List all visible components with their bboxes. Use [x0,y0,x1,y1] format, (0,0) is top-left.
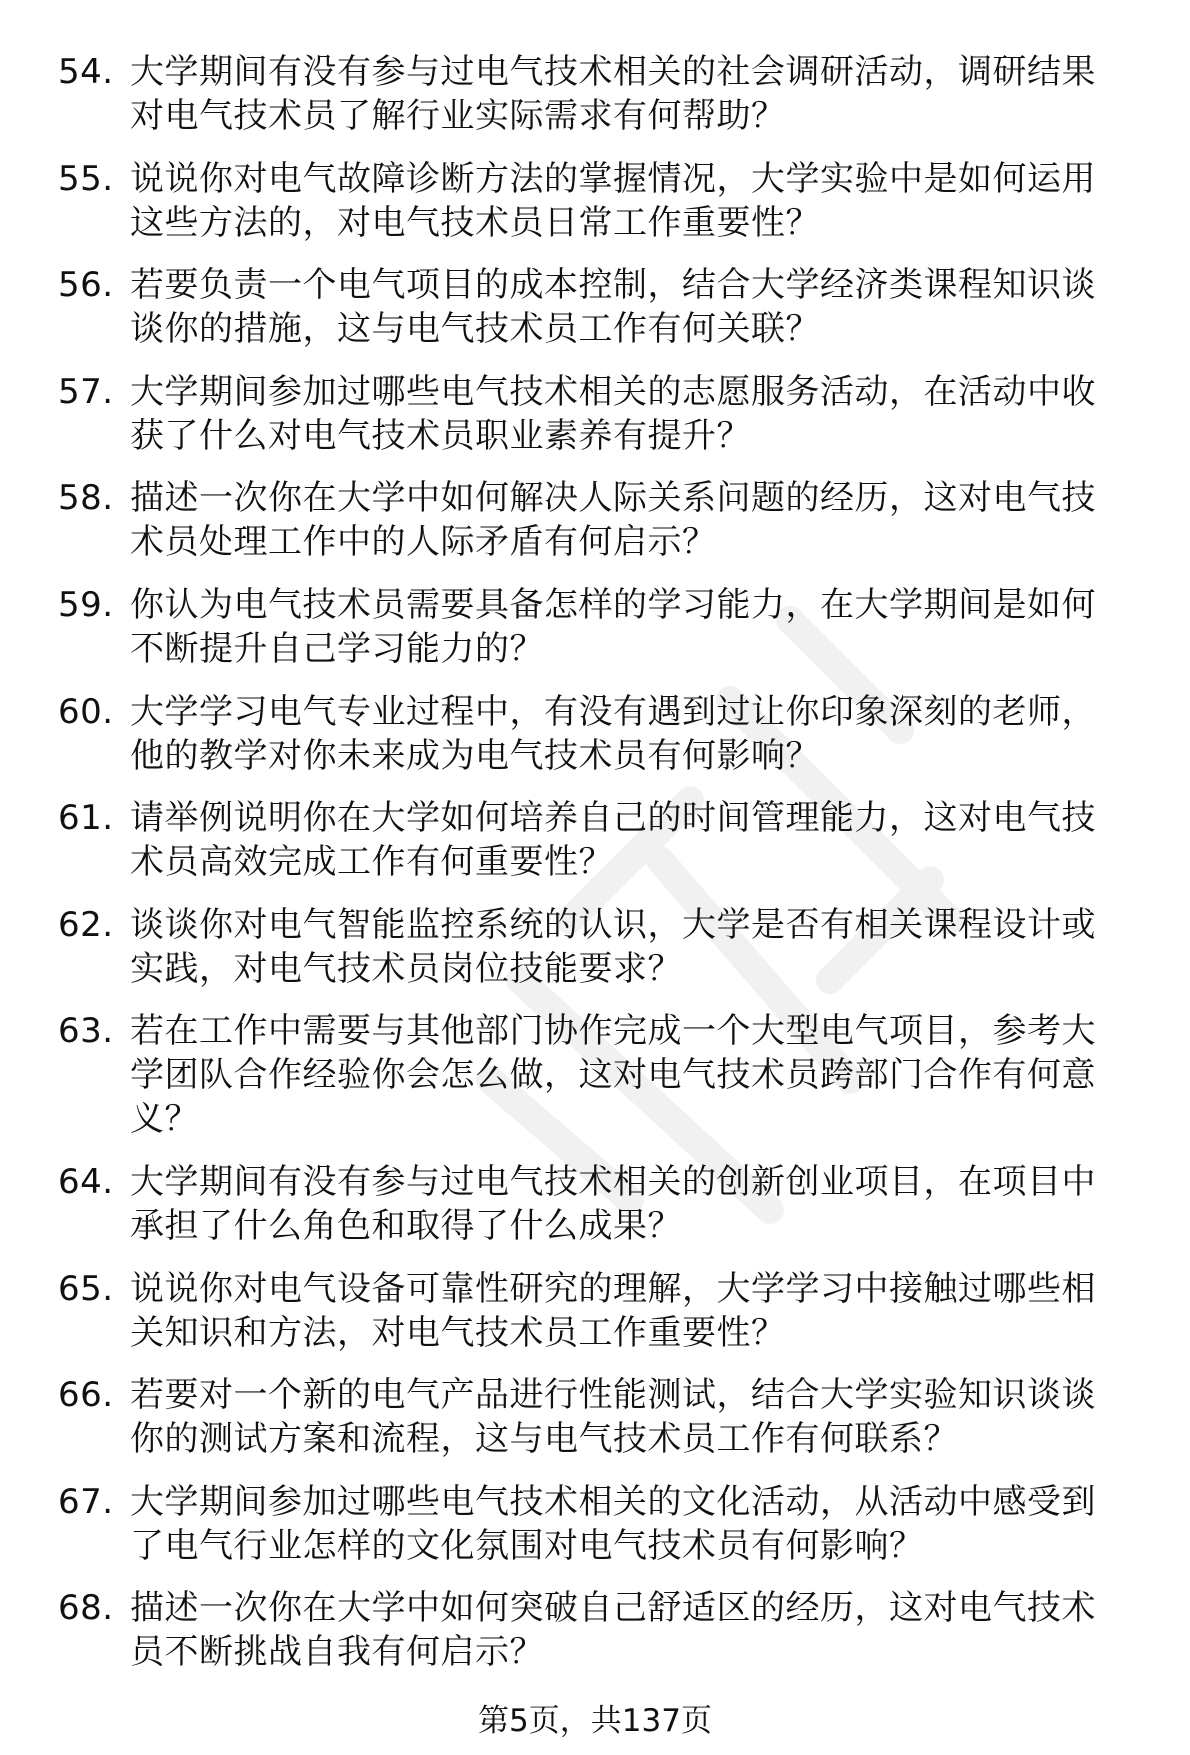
question-text [130,1480,1158,1568]
question-text-line: 你认为电气技术员需要具备怎样的学习能力，在大学期间是如何 [130,584,1096,625]
question-text-line: 获了什么对电气技术员职业素养有提升？ [130,415,751,456]
question-number: 65. [58,1268,114,1309]
question-item [58,50,1158,138]
question-text [130,1160,1158,1248]
question-number: 58. [58,478,114,519]
question-item [58,1586,1158,1674]
question-text-line: 对电气技术员了解行业实际需求有何帮助？ [130,96,786,136]
question-number: 60. [58,691,114,732]
question-text [130,1373,1158,1461]
question-text-line: 你的测试方案和流程，这与电气技术员工作有何联系？ [130,1419,958,1460]
question-text-line: 谈你的措施，这与电气技术员工作有何关联？ [130,309,820,350]
question-text-line: 学团队合作经验你会怎么做，这对电气技术员跨部门合作有何意 [130,1055,1096,1096]
question-text [130,1586,1158,1674]
question-number: 63. [58,1011,114,1052]
question-text-line: 大学期间参加过哪些电气技术相关的文化活动，从活动中感受到 [130,1481,1096,1522]
question-text-line: 义？ [130,1099,199,1140]
question-item [58,1480,1158,1568]
question-item [58,796,1158,884]
question-text-line: 术员处理工作中的人际矛盾有何启示？ [130,522,717,563]
question-text-line: 术员高效完成工作有何重要性？ [130,842,613,883]
question-number: 59. [58,584,114,625]
question-number: 64. [58,1161,114,1202]
question-list [58,50,1158,1693]
question-number: 54. [58,52,114,92]
question-text-line: 若要对一个新的电气产品进行性能测试，结合大学实验知识谈谈 [130,1375,1096,1416]
question-text [130,370,1158,458]
question-item [58,476,1158,564]
question-item [58,263,1158,351]
question-item [58,1009,1158,1141]
question-number: 55. [58,158,114,199]
question-text-line: 若在工作中需要与其他部门协作完成一个大型电气项目，参考大 [130,1011,1096,1052]
question-number: 57. [58,371,114,412]
question-text-line: 说说你对电气故障诊断方法的掌握情况，大学实验中是如何运用 [130,158,1096,199]
page-footer: 第5页，共137页 [478,1703,712,1739]
question-text-line: 大学期间有没有参与过电气技术相关的社会调研活动，调研结果 [130,52,1096,92]
question-text-line: 大学期间参加过哪些电气技术相关的志愿服务活动，在活动中收 [130,371,1096,412]
question-text-line: 不断提升自己学习能力的？ [130,628,544,669]
question-item [58,1267,1158,1355]
question-item [58,157,1158,245]
question-text [130,50,1158,138]
question-item [58,903,1158,991]
question-item [58,690,1158,778]
question-text-line: 他的教学对你未来成为电气技术员有何影响？ [130,735,820,776]
question-text-line: 谈谈你对电气智能监控系统的认识，大学是否有相关课程设计或 [130,904,1096,945]
question-text-line: 描述一次你在大学中如何解决人际关系问题的经历，这对电气技 [130,478,1096,519]
question-item [58,583,1158,671]
question-text [130,1009,1158,1141]
question-text-line: 这些方法的，对电气技术员日常工作重要性？ [130,202,820,243]
question-text [130,157,1158,245]
question-text [130,690,1158,778]
question-text-line: 关知识和方法，对电气技术员工作重要性？ [130,1312,786,1353]
question-number: 66. [58,1375,114,1416]
question-text [130,263,1158,351]
question-text-line: 请举例说明你在大学如何培养自己的时间管理能力，这对电气技 [130,798,1096,839]
question-text-line: 大学期间有没有参与过电气技术相关的创新创业项目，在项目中 [130,1161,1096,1202]
question-number: 61. [58,798,114,839]
question-text-line: 实践，对电气技术员岗位技能要求？ [130,948,682,989]
question-number: 62. [58,904,114,945]
question-number: 67. [58,1481,114,1522]
question-text-line: 说说你对电气设备可靠性研究的理解，大学学习中接触过哪些相 [130,1268,1096,1309]
question-text [130,903,1158,991]
question-number: 56. [58,265,114,306]
question-text-line: 了电气行业怎样的文化氛围对电气技术员有何影响？ [130,1525,924,1566]
question-number: 68. [58,1588,114,1629]
question-text-line: 员不断挑战自我有何启示？ [130,1632,544,1673]
question-item [58,1373,1158,1461]
question-item [58,370,1158,458]
question-text [130,583,1158,671]
question-text-line: 承担了什么角色和取得了什么成果？ [130,1205,682,1246]
question-text-line: 描述一次你在大学中如何突破自己舒适区的经历，这对电气技术 [130,1588,1096,1629]
question-text [130,1267,1158,1355]
question-text [130,476,1158,564]
question-text-line: 若要负责一个电气项目的成本控制，结合大学经济类课程知识谈 [130,265,1096,306]
question-text [130,796,1158,884]
question-item [58,1160,1158,1248]
question-text-line: 大学学习电气专业过程中，有没有遇到过让你印象深刻的老师， [130,691,1096,732]
